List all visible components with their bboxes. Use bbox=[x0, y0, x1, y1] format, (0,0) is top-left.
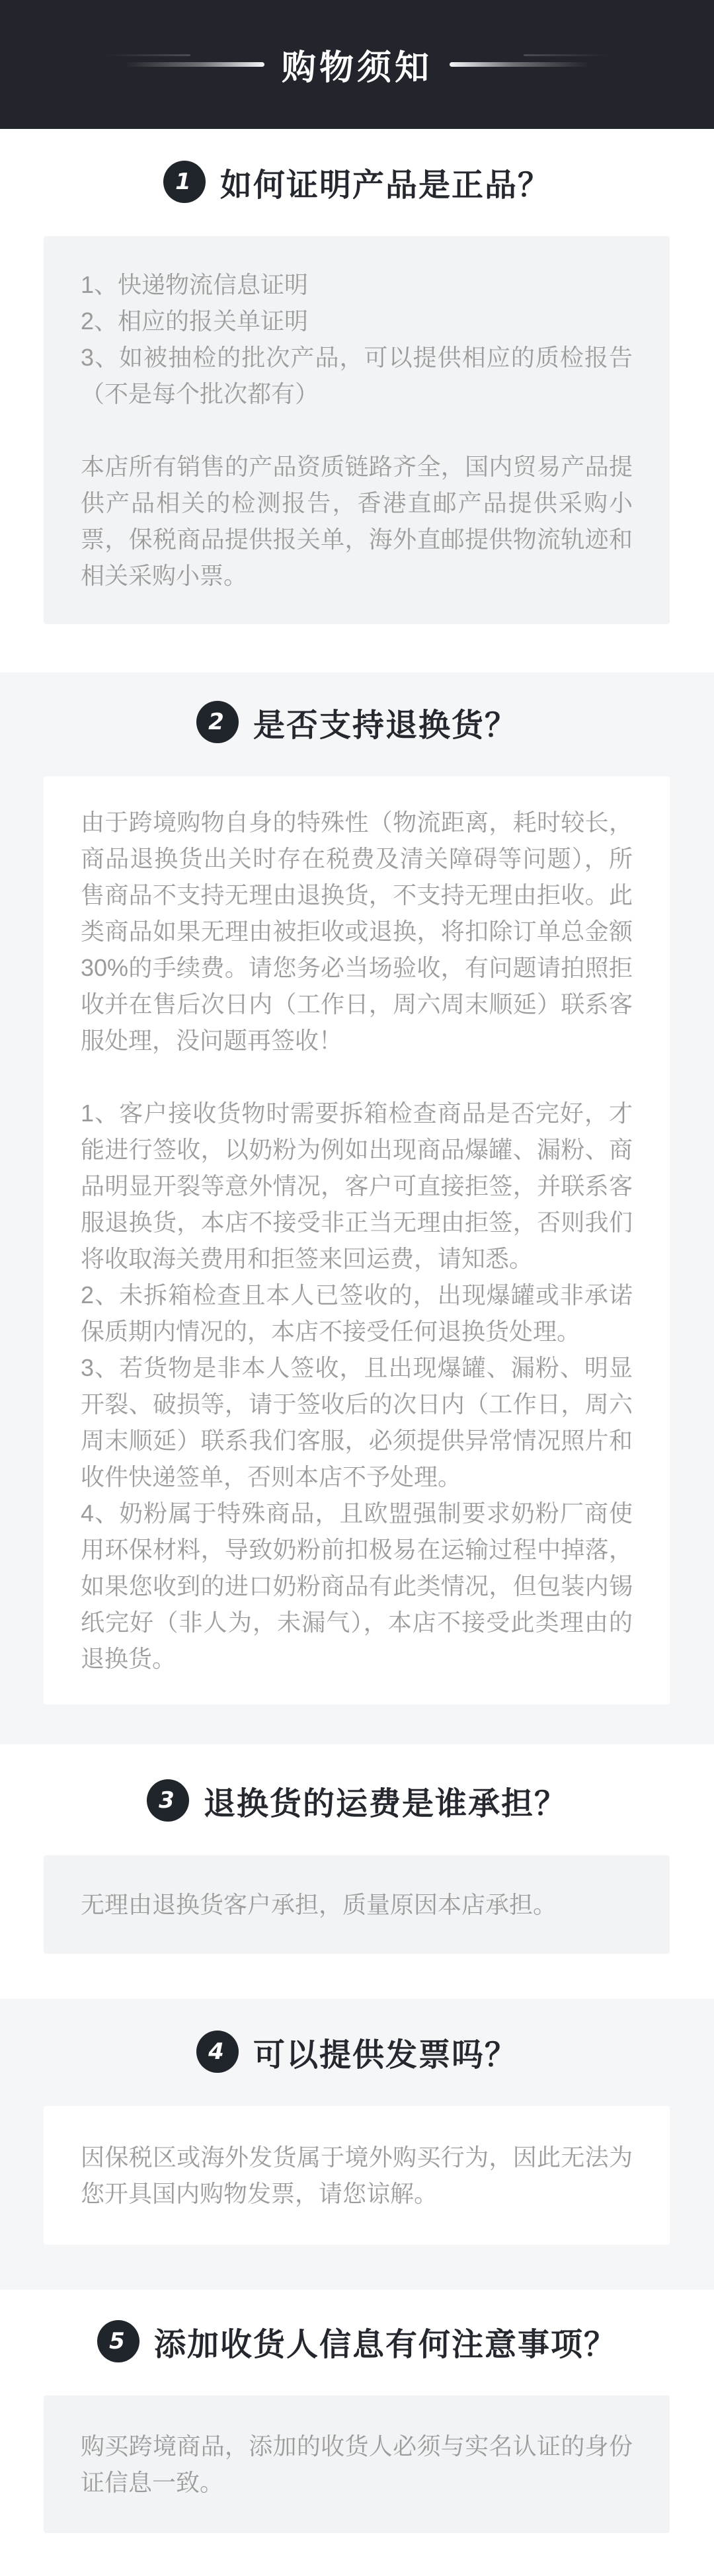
section-3-number-badge bbox=[147, 1779, 189, 1822]
notice-paragraph: 2、未拆箱检查且本人已签收的，出现爆罐或非承诺保质期内情况的，本店不接受任何退换货处理。 bbox=[81, 1281, 633, 1345]
notice-paragraph: 由于跨境购物自身的特殊性（物流距离，耗时较长，商品退换货出关时存在税费及清关障碍等问题），所售商品不支持无理由退换货，不支持无理由拒收。此类商品如果无理由被拒收或退换，将扣除订单总金额30%的手续费。请您务必当场验收，有问题请拍照拒收并在售后次日内（工作日，周六周末顺延）联系客服处理，没问题再签收！ bbox=[81, 809, 633, 1054]
badge-number: 2 bbox=[208, 709, 224, 735]
section-2-content-box bbox=[44, 776, 670, 1705]
section-1-heading bbox=[0, 161, 714, 203]
section-5-heading bbox=[0, 2320, 714, 2362]
notice-line: 3、如被抽检的批次产品，可以提供相应的质检报告（不是每个批次都有） bbox=[81, 344, 633, 407]
section-1-title: 如何证明产品是正品？ bbox=[219, 167, 551, 203]
notice-paragraph: 因保税区或海外发货属于境外购买行为，因此无法为您开具国内购物发票，请您谅解。 bbox=[81, 2144, 633, 2207]
badge-number: 3 bbox=[159, 1787, 175, 1814]
section-recipient-info bbox=[0, 2320, 714, 2533]
notice-paragraph: 4、奶粉属于特殊商品，且欧盟强制要求奶粉厂商使用环保材料，导致奶粉前扣极易在运输过程中掉落，如果您收到的进口奶粉商品有此类情况，但包装内锡纸完好（非人为，未漏气），本店不接受此类理由的退换货。 bbox=[81, 1500, 633, 1672]
notice-paragraph: 购买跨境商品，添加的收货人必须与实名认证的身份证信息一致。 bbox=[81, 2433, 633, 2496]
notice-paragraph: 1、客户接收货物时需要拆箱检查商品是否完好，才能进行签收，以奶粉为例如出现商品爆罐、漏粉、商品明显开裂等意外情况，客户可直接拒签，并联系客服退换货，本店不接受非正当无理由拒签，否则我们将收取海关费用和拒签来回运费，请知悉。 bbox=[81, 1100, 633, 1272]
section-returns bbox=[0, 672, 714, 1744]
section-2-number-badge bbox=[196, 701, 239, 743]
title-decoration-streak-left bbox=[104, 54, 190, 56]
badge-number: 4 bbox=[208, 2038, 224, 2065]
section-5-number-badge bbox=[97, 2320, 139, 2362]
section-invoice bbox=[0, 1999, 714, 2290]
section-3-content-box bbox=[44, 1855, 670, 1954]
section-5-content-box bbox=[44, 2395, 670, 2533]
badge-number: 1 bbox=[175, 169, 191, 195]
section-return-shipping-fee bbox=[0, 1779, 714, 1954]
section-1-number-badge bbox=[163, 161, 206, 203]
section-2-title: 是否支持退换货？ bbox=[253, 707, 518, 743]
notice-line: 1、快递物流信息证明 bbox=[81, 271, 309, 298]
badge-number: 5 bbox=[109, 2328, 125, 2355]
notice-line: 2、相应的报关单证明 bbox=[81, 307, 309, 335]
section-3-heading bbox=[0, 1779, 714, 1822]
title-decoration-streak-right bbox=[524, 54, 610, 56]
notice-paragraph: 无理由退换货客户承担，质量原因本店承担。 bbox=[81, 1891, 557, 1918]
title-decoration-line-right bbox=[450, 62, 590, 67]
section-2-heading bbox=[0, 701, 714, 743]
section-4-heading bbox=[0, 2031, 714, 2073]
section-5-title: 添加收货人信息有何注意事项？ bbox=[153, 2327, 617, 2362]
notice-paragraph: 3、若货物是非本人签收，且出现爆罐、漏粉、明显开裂、破损等，请于签收后的次日内（工作日，周六周末顺延）联系我们客服，必须提供异常情况照片和收件快递签单，否则本店不予处理。 bbox=[81, 1354, 633, 1490]
section-4-number-badge bbox=[196, 2031, 239, 2073]
page-header bbox=[0, 0, 714, 129]
notice-paragraph: 本店所有销售的产品资质链路齐全，国内贸易产品提供产品相关的检测报告，香港直邮产品提供采购小票，保税商品提供报关单，海外直邮提供物流轨迹和相关采购小票。 bbox=[81, 453, 633, 589]
section-3-title: 退换货的运费是谁承担？ bbox=[203, 1786, 567, 1822]
section-1-content-box bbox=[44, 236, 670, 624]
section-4-title: 可以提供发票吗？ bbox=[253, 2037, 518, 2073]
section-4-content-box bbox=[44, 2106, 670, 2245]
section-authenticity bbox=[0, 161, 714, 624]
title-decoration-line-left bbox=[124, 62, 264, 67]
page-title: 购物须知 bbox=[281, 49, 432, 87]
